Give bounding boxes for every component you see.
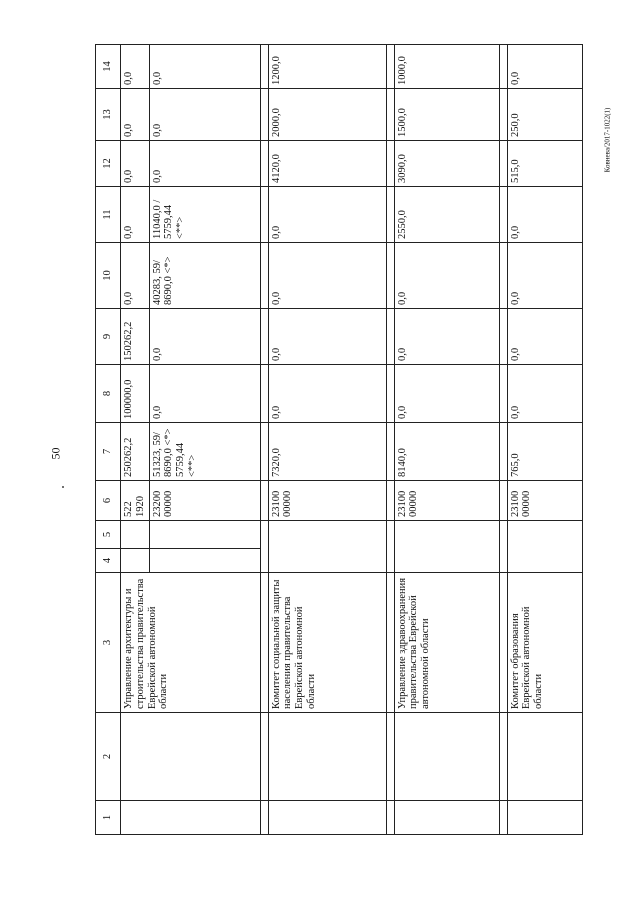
org-name: Комитет социальной защиты населения правительства Еврейской автономной области	[268, 573, 386, 713]
spacer-cell	[260, 141, 268, 187]
cell-col2	[394, 713, 499, 801]
cell-col11: 11040,0 / 5759,44 <**>	[149, 187, 260, 243]
document-stamp: Ковнева/2017-1022(1)	[603, 107, 611, 173]
cell-col13: 250,0	[507, 89, 582, 141]
cell-total: 8140,0	[394, 423, 499, 481]
budget-table	[95, 44, 583, 835]
spacer-cell	[260, 521, 268, 549]
cell-kbk: 522 1920	[121, 481, 150, 521]
cell-col1	[394, 801, 499, 835]
cell-col10: 0,0	[394, 243, 499, 309]
cell-col8: 0,0	[268, 365, 386, 423]
cell-col14: 0,0	[507, 45, 582, 89]
spacer-cell	[499, 481, 507, 521]
spacer-cell	[386, 549, 394, 573]
spacer-cell	[260, 89, 268, 141]
cell-col4	[149, 549, 260, 573]
spacer-cell	[386, 521, 394, 549]
cell-col14: 0,0	[149, 45, 260, 89]
cell-kbk: 23100 00000	[268, 481, 386, 521]
cell-col9: 0,0	[507, 309, 582, 365]
cell-col9: 0,0	[149, 309, 260, 365]
spacer-cell	[260, 573, 268, 713]
spacer-cell	[386, 423, 394, 481]
cell-col13: 1500,0	[394, 89, 499, 141]
cell-col12: 0,0	[121, 141, 150, 187]
cell-col5	[121, 521, 150, 549]
cell-col9: 150262,2	[121, 309, 150, 365]
spacer-cell	[386, 89, 394, 141]
spacer-cell	[260, 243, 268, 309]
col-header-5: 5	[96, 521, 121, 549]
org-name: Комитет образования Еврейской автономной области	[507, 573, 582, 713]
cell-col4	[394, 549, 499, 573]
col-header-1: 1	[96, 801, 121, 835]
cell-col13: 0,0	[121, 89, 150, 141]
spacer-cell	[499, 713, 507, 801]
spacer-cell	[260, 365, 268, 423]
cell-col14: 1200,0	[268, 45, 386, 89]
cell-col11: 0,0	[121, 187, 150, 243]
cell-total: 765,0	[507, 423, 582, 481]
spacer-cell	[499, 243, 507, 309]
row-spacer	[386, 45, 394, 835]
spacer-cell	[499, 573, 507, 713]
cell-kbk: 23100 00000	[507, 481, 582, 521]
spacer-cell	[499, 309, 507, 365]
spacer-cell	[386, 187, 394, 243]
table-row	[121, 45, 150, 835]
spacer-cell	[260, 187, 268, 243]
table-row	[268, 45, 386, 835]
cell-col5	[149, 521, 260, 549]
spacer-cell	[386, 573, 394, 713]
cell-col10: 0,0	[121, 243, 150, 309]
cell-col1	[121, 801, 261, 835]
page-number: 50	[48, 447, 63, 459]
cell-col9: 0,0	[268, 309, 386, 365]
spacer-cell	[386, 713, 394, 801]
cell-total: 7320,0	[268, 423, 386, 481]
spacer-cell	[386, 309, 394, 365]
spacer-cell	[499, 801, 507, 835]
spacer-cell	[386, 365, 394, 423]
budget-table-rotated	[95, 45, 572, 835]
spacer-cell	[260, 481, 268, 521]
cell-col8: 100000,0	[121, 365, 150, 423]
header-row	[96, 45, 121, 835]
cell-col4	[121, 549, 150, 573]
col-header-8: 8	[96, 365, 121, 423]
spacer-cell	[386, 141, 394, 187]
spacer-cell	[499, 521, 507, 549]
cell-col9: 0,0	[394, 309, 499, 365]
spacer-cell	[499, 141, 507, 187]
col-header-14: 14	[96, 45, 121, 89]
cell-kbk: 23100 00000	[394, 481, 499, 521]
table-row	[507, 45, 582, 835]
cell-col11: 0,0	[507, 187, 582, 243]
spacer-cell	[499, 549, 507, 573]
cell-total: 51323, 59/ 8690,0 <*> 5759,44 <**>	[149, 423, 260, 481]
spacer-cell	[386, 481, 394, 521]
cell-col14: 1000,0	[394, 45, 499, 89]
cell-col10: 40283, 59/ 8690,0 <*>	[149, 243, 260, 309]
cell-col1	[268, 801, 386, 835]
row-spacer	[499, 45, 507, 835]
col-header-12: 12	[96, 141, 121, 187]
col-header-9: 9	[96, 309, 121, 365]
cell-col13: 0,0	[149, 89, 260, 141]
org-name: Управление здравоохранения правительства Еврейской автономной области	[394, 573, 499, 713]
cell-col10: 0,0	[507, 243, 582, 309]
col-header-13: 13	[96, 89, 121, 141]
cell-col13: 2000,0	[268, 89, 386, 141]
spacer-cell	[499, 365, 507, 423]
spacer-cell	[260, 549, 268, 573]
cell-col12: 4120,0	[268, 141, 386, 187]
cell-col8: 0,0	[149, 365, 260, 423]
cell-col8: 0,0	[507, 365, 582, 423]
page-dot	[62, 486, 64, 488]
table-row	[394, 45, 499, 835]
cell-col5	[268, 521, 386, 549]
spacer-cell	[260, 45, 268, 89]
cell-col2	[121, 713, 261, 801]
cell-col5	[507, 521, 582, 549]
spacer-cell	[386, 243, 394, 309]
cell-total: 250262,2	[121, 423, 150, 481]
spacer-cell	[386, 801, 394, 835]
cell-col10: 0,0	[268, 243, 386, 309]
spacer-cell	[499, 45, 507, 89]
col-header-10: 10	[96, 243, 121, 309]
cell-col11: 0,0	[268, 187, 386, 243]
cell-col12: 0,0	[149, 141, 260, 187]
col-header-7: 7	[96, 423, 121, 481]
spacer-cell	[499, 187, 507, 243]
spacer-cell	[499, 89, 507, 141]
col-header-11: 11	[96, 187, 121, 243]
spacer-cell	[386, 45, 394, 89]
spacer-cell	[260, 423, 268, 481]
spacer-cell	[260, 801, 268, 835]
col-header-6: 6	[96, 481, 121, 521]
col-header-3: 3	[96, 573, 121, 713]
cell-col5	[394, 521, 499, 549]
cell-col12: 515,0	[507, 141, 582, 187]
cell-col1	[507, 801, 582, 835]
cell-col2	[507, 713, 582, 801]
spacer-cell	[260, 309, 268, 365]
col-header-2: 2	[96, 713, 121, 801]
cell-col11: 2550,0	[394, 187, 499, 243]
col-header-4: 4	[96, 549, 121, 573]
cell-col2	[268, 713, 386, 801]
cell-kbk: 23200 00000	[149, 481, 260, 521]
cell-col4	[268, 549, 386, 573]
cell-col4	[507, 549, 582, 573]
cell-col14: 0,0	[121, 45, 150, 89]
cell-col12: 3090,0	[394, 141, 499, 187]
org-name: Управление архитектуры и строительства правительства Еврейской автономной области	[121, 573, 261, 713]
cell-col8: 0,0	[394, 365, 499, 423]
spacer-cell	[260, 713, 268, 801]
row-spacer	[260, 45, 268, 835]
spacer-cell	[499, 423, 507, 481]
